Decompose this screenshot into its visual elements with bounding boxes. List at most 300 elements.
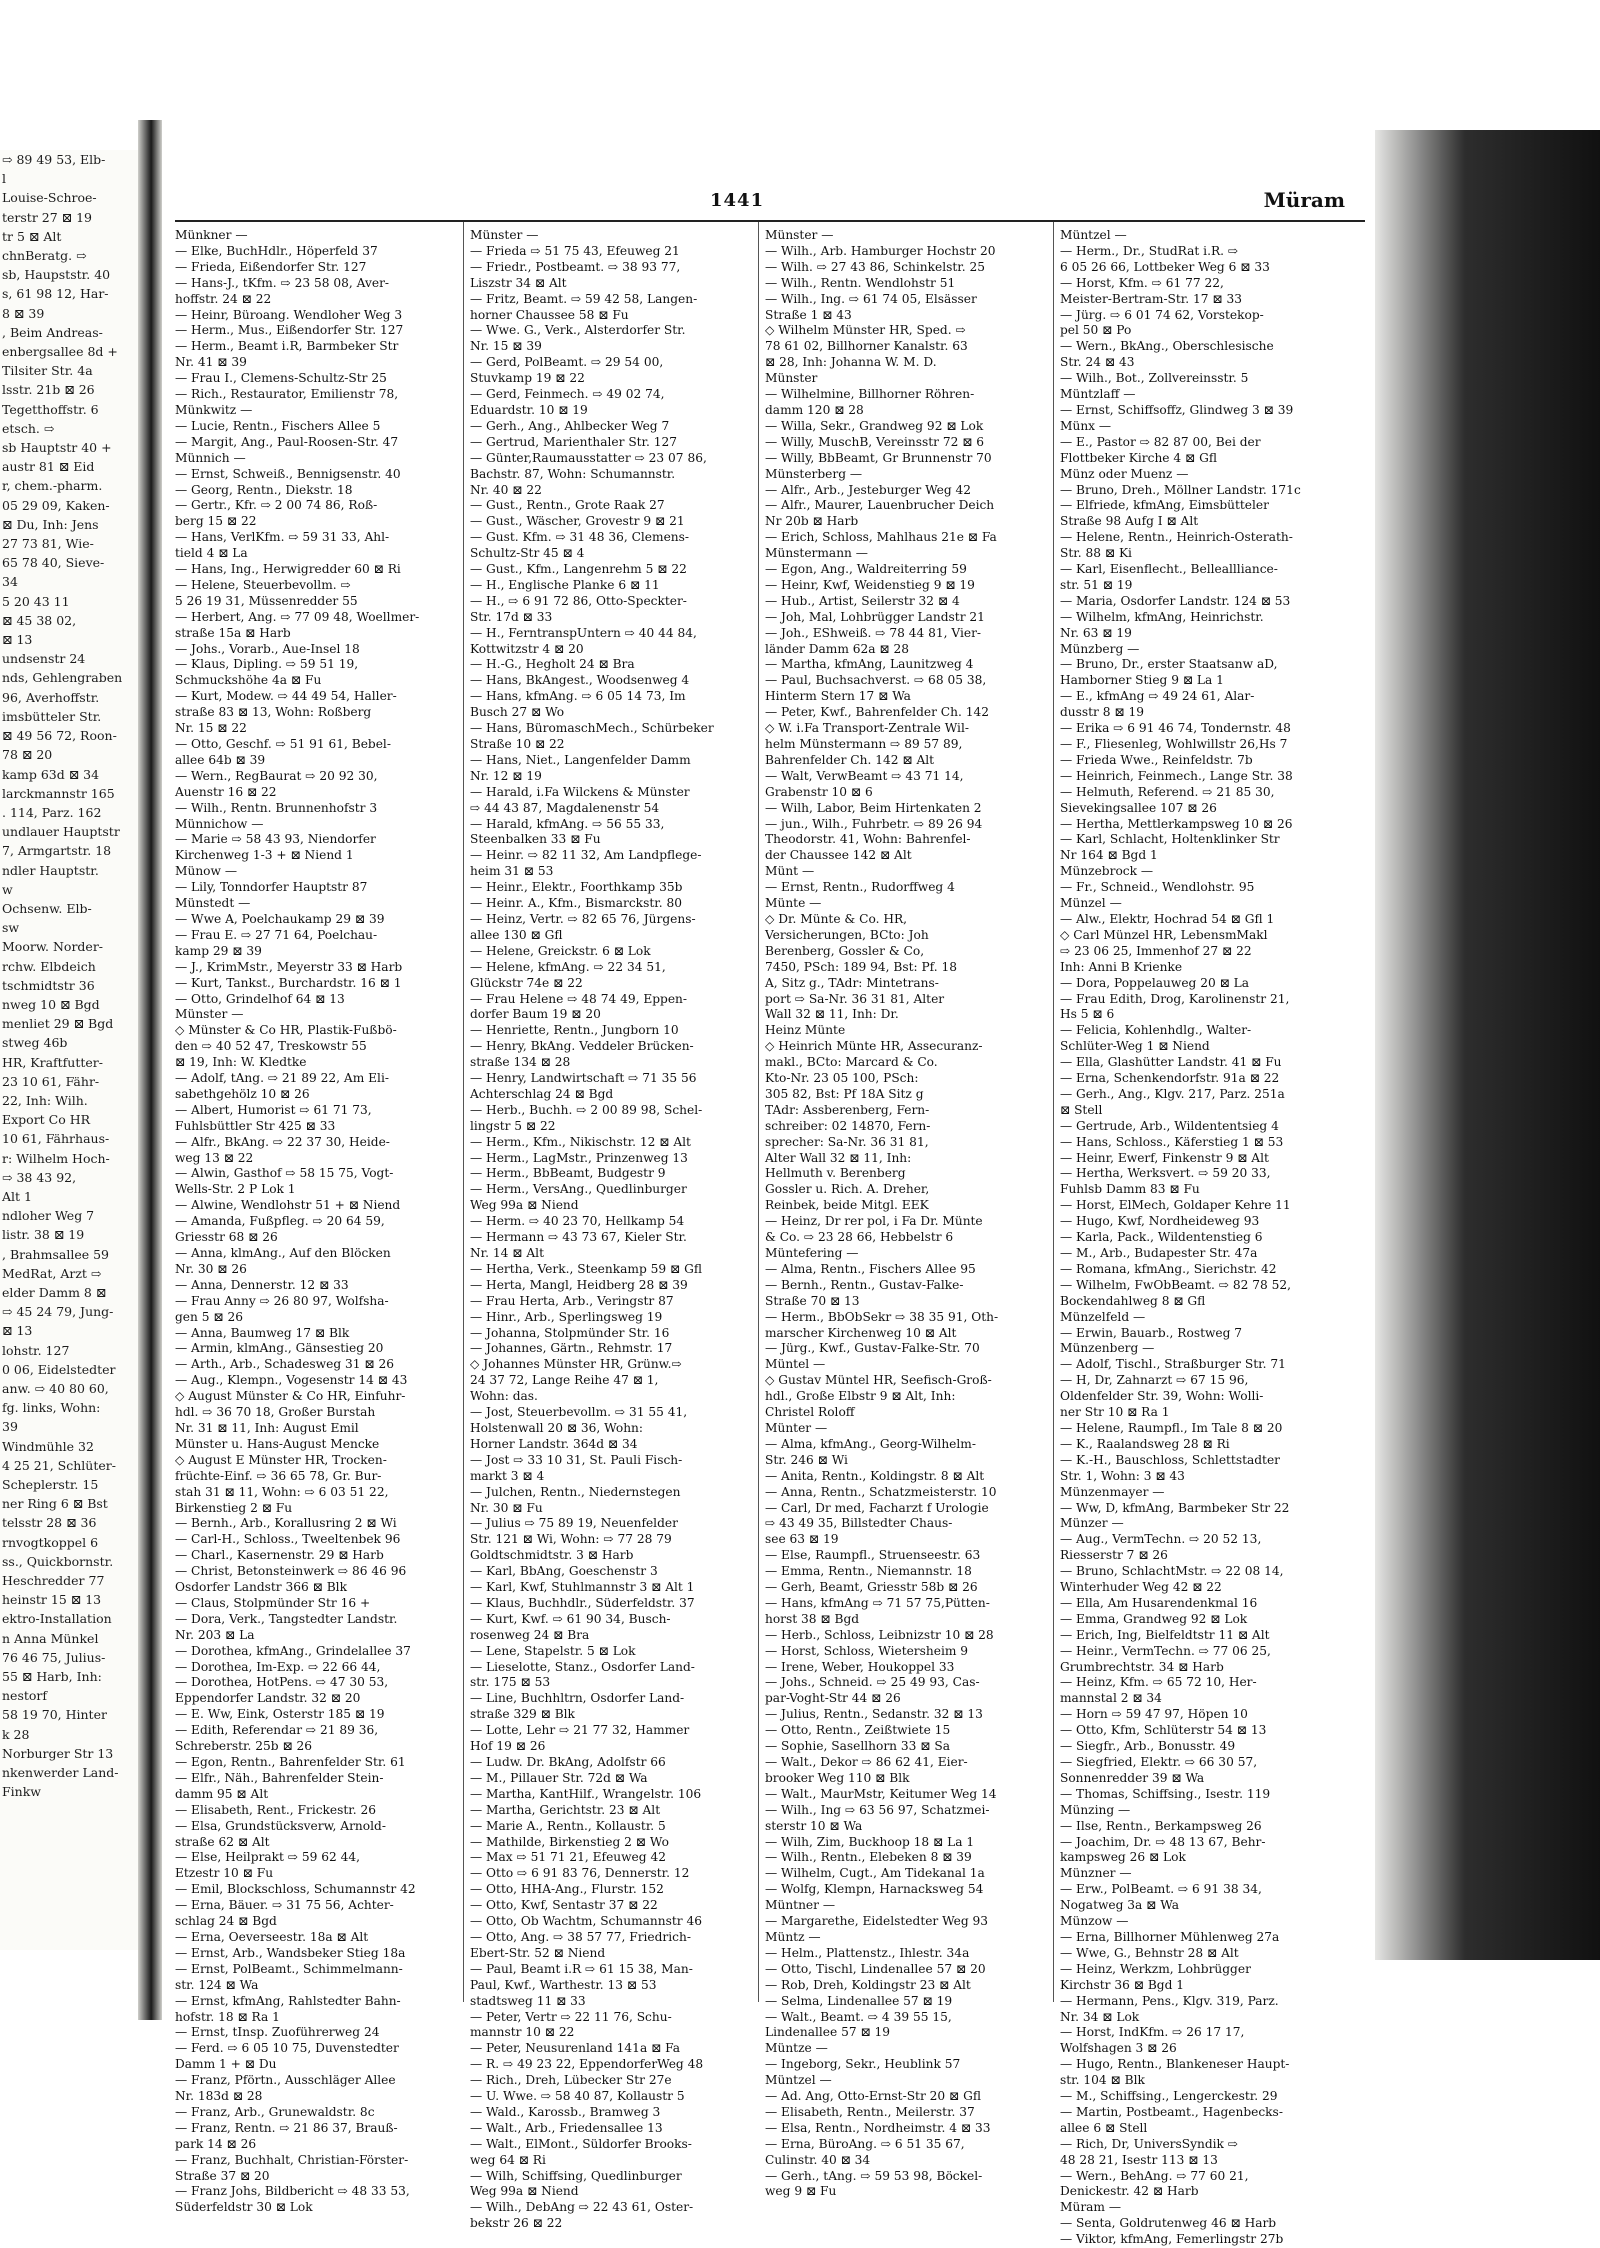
directory-entry-line: — H.-G., Hegholt 24 ⊠ Bra bbox=[470, 657, 635, 672]
directory-entry-line: Gossler u. Rich. A. Dreher, bbox=[765, 1182, 930, 1197]
directory-entry-line: — Wilh., Arb. Hamburger Hochstr 20 bbox=[765, 243, 996, 258]
left-page-line: , Brahmsallee 59 bbox=[2, 1246, 110, 1262]
directory-entry-line: par-Voght-Str 44 ⊠ 26 bbox=[765, 1691, 901, 1706]
directory-entry-line: Hamborner Stieg 9 ⊠ La 1 bbox=[1060, 673, 1224, 688]
directory-entry-line: — Herta, Mangl, Heidberg 28 ⊠ 39 bbox=[470, 1277, 688, 1292]
directory-entry-line: Münzow — bbox=[1060, 1914, 1129, 1929]
directory-entry-line: — Joachim, Dr. ⇨ 48 13 67, Behr- bbox=[1060, 1834, 1266, 1849]
directory-entry-line: Nr. 31 ⊠ 11, Inh: August Emil bbox=[175, 1420, 359, 1435]
directory-entry-line: — Max ⇨ 51 71 21, Efeuweg 42 bbox=[470, 1850, 666, 1865]
directory-entry-line: Wall 32 ⊠ 11, Inh: Dr. bbox=[765, 1007, 899, 1022]
directory-entry-line: sprecher: Sa-Nr. 36 31 81, bbox=[765, 1134, 929, 1149]
directory-entry-line: ◇ August E Münster HR, Trocken- bbox=[175, 1452, 387, 1467]
directory-entry-line: bekstr 26 ⊠ 22 bbox=[470, 2216, 563, 2231]
directory-entry-line: — Adolf, tAng. ⇨ 21 89 22, Am Eli- bbox=[175, 1071, 389, 1086]
directory-entry-line: Nogatweg 3a ⊠ Wa bbox=[1060, 1898, 1179, 1913]
directory-entry-line: — Heinr., Elektr., Foorthkamp 35b bbox=[470, 880, 683, 895]
directory-entry-line: — Wern., RegBaurat ⇨ 20 92 30, bbox=[175, 768, 378, 783]
directory-entry-line: Str. 121 ⊠ Wi, Wohn: ⇨ 77 28 79 bbox=[470, 1532, 672, 1547]
directory-entry-line: — Margarethe, Eidelstedter Weg 93 bbox=[765, 1914, 989, 1929]
directory-entry-line: Winterhuder Weg 42 ⊠ 22 bbox=[1060, 1580, 1222, 1595]
directory-entry-line: — Wald., Karossb., Bramweg 3 bbox=[470, 2104, 661, 2119]
directory-entry-line: Str. 246 ⊠ Wi bbox=[765, 1452, 848, 1467]
directory-entry-line: — Alfr., Arb., Jesteburger Weg 42 bbox=[765, 482, 972, 497]
directory-entry-line: — Franz, Pförtn., Ausschläger Allee bbox=[175, 2073, 396, 2088]
left-page-line: nds, Gehlengraben bbox=[2, 670, 123, 686]
directory-entry-line: — Elisabeth, Rent., Frickestr. 26 bbox=[175, 1802, 377, 1817]
directory-entry-line: — Fritz, Beamt. ⇨ 59 42 58, Langen- bbox=[470, 291, 698, 306]
directory-entry-line: — Henry, Landwirtschaft ⇨ 71 35 56 bbox=[470, 1071, 697, 1086]
directory-entry-line: Oldenfelder Str. 39, Wohn: Wolli- bbox=[1060, 1389, 1264, 1404]
directory-entry-line: länder Damm 62a ⊠ 28 bbox=[765, 641, 909, 656]
directory-entry-line: ⇨ 44 43 87, Magdalenenstr 54 bbox=[470, 800, 660, 815]
directory-entry-line: Straße 98 Aufg I ⊠ Alt bbox=[1060, 514, 1199, 529]
directory-entry-line: — Marie ⇨ 58 43 93, Niendorfer bbox=[175, 832, 376, 847]
directory-entry-line: — Wilhelmine, Billhorner Röhren- bbox=[765, 387, 975, 402]
directory-entry-line: — Klaus, Buchhdlr., Süderfeldstr. 37 bbox=[470, 1595, 695, 1610]
left-page-line: terstr 27 ⊠ 19 bbox=[2, 209, 93, 225]
left-page-line: 58 19 70, Hinter bbox=[2, 1707, 107, 1723]
directory-entry-line: — Erna, Billhorner Mühlenweg 27a bbox=[1060, 1929, 1280, 1944]
directory-entry-line: Reinbek, beide Mitgl. EEK bbox=[765, 1198, 929, 1213]
directory-entry-line: straße 62 ⊠ Alt bbox=[175, 1834, 270, 1849]
directory-entry-line: — Herm., Mus., Eißendorfer Str. 127 bbox=[175, 323, 404, 338]
directory-entry-line: — Jost ⇨ 33 10 31, St. Pauli Fisch- bbox=[470, 1452, 683, 1467]
directory-entry-line: — E. Ww, Eink, Osterstr 185 ⊠ 19 bbox=[175, 1707, 385, 1722]
directory-entry-line: — Herm., BbObSekr ⇨ 38 35 91, Oth- bbox=[765, 1309, 999, 1324]
directory-entry-line: — Martha, Gerichtstr. 23 ⊠ Alt bbox=[470, 1802, 661, 1817]
directory-entry-line: — Paul, Buchsachverst. ⇨ 68 05 38, bbox=[765, 673, 987, 688]
directory-entry-line: — Anna, Baumweg 17 ⊠ Blk bbox=[175, 1325, 350, 1340]
directory-entry-line: — Heinz, Werkzm, Lohbrügger bbox=[1060, 1961, 1251, 1976]
directory-entry-line: Heinz Münte bbox=[765, 1023, 846, 1038]
left-page-line: nweg 10 ⊠ Bgd bbox=[2, 996, 100, 1012]
directory-entry-line: Müntzel — bbox=[765, 2073, 832, 2088]
left-page-line: tschmidtstr 36 bbox=[2, 977, 95, 993]
left-page-line: ⊠ Du, Inh: Jens bbox=[2, 516, 99, 532]
directory-entry-line: — Gertrud, Marienthaler Str. 127 bbox=[470, 434, 678, 449]
directory-entry-line: Münnichow — bbox=[175, 816, 264, 831]
directory-entry-line: — Walt., Dekor ⇨ 86 62 41, Eier- bbox=[765, 1755, 968, 1769]
left-page-line: ndler Hauptstr. bbox=[2, 862, 99, 878]
directory-entry-line: Schreberstr. 25b ⊠ 26 bbox=[175, 1739, 313, 1754]
directory-entry-line: — Line, Buchhltrn, Osdorfer Land- bbox=[470, 1691, 685, 1706]
left-page-line: w bbox=[2, 881, 13, 897]
directory-entry-line: Münter — bbox=[765, 1420, 828, 1435]
directory-entry-line: Liszstr 34 ⊠ Alt bbox=[470, 275, 567, 290]
directory-entry-line: Bahrenfelder Ch. 142 ⊠ Alt bbox=[765, 752, 935, 767]
directory-column-1 bbox=[175, 228, 455, 2215]
directory-entry-line: — Karl, Schlacht, Holtenklinker Str bbox=[1060, 832, 1280, 847]
directory-entry-line: 6 05 26 66, Lottbeker Weg 6 ⊠ 33 bbox=[1060, 259, 1270, 274]
directory-entry-line: — Harald, i.Fa Wilckens & Münster bbox=[470, 784, 690, 799]
left-page-line: 7, Armgartstr. 18 bbox=[2, 843, 112, 859]
directory-entry-line: — Adolf, Tischl., Straßburger Str. 71 bbox=[1060, 1357, 1286, 1372]
directory-entry-line: Horner Landstr. 364d ⊠ 34 bbox=[470, 1436, 638, 1451]
directory-entry-line: — Lieselotte, Stanz., Osdorfer Land- bbox=[470, 1659, 695, 1674]
left-page-line: 34 bbox=[2, 574, 18, 590]
directory-entry-line: — Hans, kfmAng. ⇨ 6 05 14 73, Im bbox=[470, 689, 686, 704]
directory-entry-line: Münx — bbox=[1060, 418, 1112, 433]
directory-entry-line: — Gerh, Beamt, Griesstr 58b ⊠ 26 bbox=[765, 1580, 978, 1595]
running-head: Müram bbox=[1263, 188, 1345, 212]
left-page-line: 5 20 43 11 bbox=[2, 593, 70, 609]
directory-entry-line: heim 31 ⊠ 53 bbox=[470, 864, 554, 879]
directory-entry-line: Nr. 12 ⊠ 19 bbox=[470, 768, 542, 783]
directory-entry-line: — M., Schiffsing., Lengerckestr. 29 bbox=[1060, 2089, 1278, 2104]
directory-entry-line: hdl. ⇨ 36 70 18, Großer Burstah bbox=[175, 1405, 376, 1420]
directory-entry-line: see 63 ⊠ 19 bbox=[765, 1532, 839, 1547]
directory-entry-line: — Peter, Neusurenland 141a ⊠ Fa bbox=[470, 2041, 681, 2056]
directory-entry-line: — Wilh., Ing. ⇨ 61 74 05, Elsässer bbox=[765, 291, 977, 306]
directory-entry-line: — Frau Anny ⇨ 26 80 97, Wolfsha- bbox=[175, 1293, 389, 1308]
directory-entry-line: Nr 20b ⊠ Harb bbox=[765, 514, 859, 529]
directory-entry-line: — Friedr., Postbeamt. ⇨ 38 93 77, bbox=[470, 259, 681, 274]
directory-entry-line: — Ww, D, kfmAng, Barmbeker Str 22 bbox=[1060, 1500, 1290, 1515]
directory-entry-line: — Wilh, Zim, Buckhoop 18 ⊠ La 1 bbox=[765, 1834, 975, 1849]
left-page-line: Louise-Schroe- bbox=[2, 190, 97, 206]
directory-entry-line: Müntze — bbox=[765, 2041, 828, 2056]
directory-entry-line: — Hans, VerlKfm. ⇨ 59 31 33, Ahl- bbox=[175, 530, 390, 545]
directory-entry-line: markt 3 ⊠ 4 bbox=[470, 1468, 545, 1483]
left-page-line: . 114, Parz. 162 bbox=[2, 804, 102, 820]
directory-entry-line: — Else, Raumpfl., Struenseestr. 63 bbox=[765, 1548, 981, 1563]
directory-entry-line: — Hans, Ing., Herwigredder 60 ⊠ Ri bbox=[175, 562, 401, 577]
directory-entry-line: — Johannes, Gärtn., Rehmstr. 17 bbox=[470, 1341, 673, 1356]
directory-entry-line: lingstr 5 ⊠ 22 bbox=[470, 1118, 556, 1133]
directory-entry-line: — Ferd. ⇨ 6 05 10 75, Duvenstedter bbox=[175, 2041, 399, 2056]
directory-entry-line: park 14 ⊠ 26 bbox=[175, 2136, 257, 2151]
directory-entry-line: — Anna, Dennerstr. 12 ⊠ 33 bbox=[175, 1277, 349, 1292]
directory-entry-line: sabethgehölz 10 ⊠ 26 bbox=[175, 1086, 310, 1101]
directory-entry-line: — Walt., ElMont., Süldorfer Brooks- bbox=[470, 2136, 692, 2151]
directory-entry-line: — Wwe, G., Behnstr 28 ⊠ Alt bbox=[1060, 1945, 1239, 1960]
directory-entry-line: — Herm., Beamt i.R, Barmbeker Str bbox=[175, 339, 399, 354]
directory-entry-line: — Helm., Plattenstz., Ihlestr. 34a bbox=[765, 1945, 970, 1960]
directory-entry-line: ◇ Dr. Münte & Co. HR, bbox=[765, 911, 908, 926]
directory-entry-line: — Joh, Mal, Lohbrügger Landstr 21 bbox=[765, 609, 985, 624]
left-page-line: 65 78 40, Sieve- bbox=[2, 555, 105, 571]
left-page-line: 0 06, Eidelstedter bbox=[2, 1361, 116, 1377]
directory-entry-line: — Ludw. Dr. BkAng, Adolfstr 66 bbox=[470, 1755, 666, 1769]
directory-entry-line: Münzner — bbox=[1060, 1866, 1132, 1881]
directory-entry-line: sterstr 10 ⊠ Wa bbox=[765, 1818, 863, 1833]
directory-entry-line: Straße 10 ⊠ 22 bbox=[470, 737, 565, 751]
directory-entry-line: Hinterm Stern 17 ⊠ Wa bbox=[765, 689, 911, 704]
directory-entry-line: — Bernh., Rentn., Gustav-Falke- bbox=[765, 1277, 964, 1292]
directory-entry-line: — Ingeborg, Sekr., Heublink 57 bbox=[765, 2057, 961, 2072]
directory-entry-line: — Heinr, Ewerf, Finkenstr 9 ⊠ Alt bbox=[1060, 1150, 1269, 1165]
directory-entry-line: — Bernh., Arb., Korallusring 2 ⊠ Wi bbox=[175, 1516, 397, 1531]
directory-entry-line: Schlüter-Weg 1 ⊠ Niend bbox=[1060, 1039, 1210, 1054]
directory-entry-line: Münster — bbox=[470, 228, 539, 242]
directory-entry-line: Busch 27 ⊠ Wo bbox=[470, 705, 565, 720]
directory-entry-line: Nr. 63 ⊠ 19 bbox=[1060, 625, 1132, 640]
left-page-line: stweg 46b bbox=[2, 1035, 68, 1051]
directory-entry-line: — Erich, Ing, Bielfeldtstr 11 ⊠ Alt bbox=[1060, 1627, 1270, 1642]
directory-entry-line: Kottwitzstr 4 ⊠ 20 bbox=[470, 641, 584, 656]
left-page-line: ndloher Weg 7 bbox=[2, 1208, 95, 1224]
directory-entry-line: tield 4 ⊠ La bbox=[175, 546, 248, 561]
directory-entry-line: — Wilh., Bot., Zollvereinsstr. 5 bbox=[1060, 371, 1249, 386]
directory-entry-line: — Helene, kfmAng. ⇨ 22 34 51, bbox=[470, 959, 666, 974]
directory-entry-line: Wohn: das. bbox=[470, 1389, 538, 1404]
directory-entry-line: — jun., Wilh., Fuhrbetr. ⇨ 89 26 94 bbox=[765, 816, 983, 831]
directory-entry-line: Meister-Bertram-Str. 17 ⊠ 33 bbox=[1060, 291, 1243, 306]
directory-entry-line: weg 13 ⊠ 22 bbox=[175, 1150, 254, 1165]
directory-entry-line: — Otto, Tischl, Lindenallee 57 ⊠ 20 bbox=[765, 1961, 986, 1976]
directory-entry-line: — Klaus, Dipling. ⇨ 59 51 19, bbox=[175, 657, 359, 672]
directory-entry-line: — Julchen, Rentn., Niedernstegen bbox=[470, 1484, 681, 1499]
directory-entry-line: Riesserstr 7 ⊠ 26 bbox=[1060, 1548, 1168, 1563]
directory-column-4 bbox=[1060, 228, 1360, 2247]
left-page-line: 05 29 09, Kaken- bbox=[2, 497, 110, 513]
directory-entry-line: — Ernst, Arb., Wandsbeker Stieg 18a bbox=[175, 1945, 406, 1960]
directory-entry-line: Münzenberg — bbox=[1060, 1341, 1155, 1356]
directory-entry-line: — Frau Helene ⇨ 48 74 49, Eppen- bbox=[470, 991, 688, 1006]
directory-entry-line: — Paul, Beamt i.R ⇨ 61 15 38, Man- bbox=[470, 1961, 693, 1976]
left-page-line: ⊠ 13 bbox=[2, 1323, 33, 1339]
directory-column-3 bbox=[765, 228, 1045, 2199]
left-page-line: 23 10 61, Fähr- bbox=[2, 1073, 100, 1089]
left-page-line: undlauer Hauptstr bbox=[2, 824, 120, 840]
left-page-line: menliet 29 ⊠ Bgd bbox=[2, 1016, 114, 1032]
directory-entry-line: port ⇨ Sa-Nr. 36 31 81, Alter bbox=[765, 991, 945, 1006]
directory-entry-line: — H., Englische Planke 6 ⊠ 11 bbox=[470, 577, 660, 592]
directory-entry-line: Str. 1, Wohn: 3 ⊠ 43 bbox=[1060, 1468, 1185, 1483]
left-page-line: ner Ring 6 ⊠ Bst bbox=[2, 1496, 108, 1512]
left-page-line: 27 73 81, Wie- bbox=[2, 536, 94, 552]
directory-entry-line: — Carl, Dr med, Facharzt f Urologie bbox=[765, 1500, 989, 1515]
directory-entry-line: — Rich., Dreh, Lübecker Str 27e bbox=[470, 2073, 672, 2088]
directory-entry-line: schlag 24 ⊠ Bgd bbox=[175, 1914, 277, 1929]
directory-entry-line: Achterschlag 24 ⊠ Bgd bbox=[470, 1086, 614, 1101]
directory-entry-line: — Elisabeth, Rentn., Meilerstr. 37 bbox=[765, 2104, 975, 2119]
directory-entry-line: weg 64 ⊠ Ri bbox=[470, 2152, 546, 2167]
directory-entry-line: Berenberg, Gossler & Co, bbox=[765, 943, 925, 958]
directory-entry-line: Münzberg — bbox=[1060, 641, 1140, 656]
directory-entry-line: Kto-Nr. 23 05 100, PSch: bbox=[765, 1071, 919, 1086]
directory-entry-line: — Heinr., VermTechn. ⇨ 77 06 25, bbox=[1060, 1643, 1271, 1658]
directory-entry-line: Wells-Str. 2 P Lok 1 bbox=[175, 1182, 296, 1197]
left-page-line: 8 ⊠ 39 bbox=[2, 305, 45, 321]
directory-entry-line: — Erna, Schenkendorfstr. 91a ⊠ 22 bbox=[1060, 1071, 1280, 1086]
directory-entry-line: ⇨ 43 49 35, Billstedter Chaus- bbox=[765, 1516, 953, 1531]
directory-entry-line: — Peter, Kwf., Bahrenfelder Ch. 142 bbox=[765, 705, 989, 720]
directory-entry-line: — Erich, Schloss, Mahlhaus 21e ⊠ Fa bbox=[765, 530, 997, 545]
directory-entry-line: — Heinr, Kwf, Weidenstieg 9 ⊠ 19 bbox=[765, 577, 975, 592]
directory-entry-line: rosenweg 24 ⊠ Bra bbox=[470, 1627, 590, 1642]
directory-entry-line: — Ernst, Rentn., Rudorffweg 4 bbox=[765, 880, 955, 895]
left-page-line: l bbox=[2, 171, 6, 187]
directory-entry-line: 5 26 19 31, Müssenredder 55 bbox=[175, 593, 358, 608]
directory-entry-line: — Karl, BbAng, Goeschenstr 3 bbox=[470, 1564, 658, 1579]
directory-entry-line: Etzestr 10 ⊠ Fu bbox=[175, 1866, 274, 1881]
directory-entry-line: mannstal 2 ⊠ 34 bbox=[1060, 1691, 1162, 1706]
directory-entry-line: — Willa, Sekr., Grandweg 92 ⊠ Lok bbox=[765, 418, 984, 433]
directory-entry-line: hoffstr. 24 ⊠ 22 bbox=[175, 291, 272, 306]
directory-entry-line: — Siegfr., Arb., Bonusstr. 49 bbox=[1060, 1739, 1236, 1754]
directory-entry-line: Fuhlsb Damm 83 ⊠ Fu bbox=[1060, 1182, 1200, 1197]
directory-entry-line: — Otto, HHA-Ang., Flurstr. 152 bbox=[470, 1882, 664, 1897]
directory-entry-line: — Herm., LagMstr., Prinzenweg 13 bbox=[470, 1150, 688, 1165]
directory-entry-line: — Romana, kfmAng., Sierichstr. 42 bbox=[1060, 1261, 1277, 1276]
left-page-line: MedRat, Arzt ⇨ bbox=[2, 1265, 102, 1281]
directory-entry-line: — Karl, Kwf, Stuhlmannstr 3 ⊠ Alt 1 bbox=[470, 1580, 695, 1595]
directory-entry-line: — Wilh, Schiffsing, Quedlinburger bbox=[470, 2168, 682, 2183]
left-page-line: Alt 1 bbox=[2, 1188, 32, 1204]
directory-entry-line: str. 51 ⊠ 19 bbox=[1060, 577, 1133, 592]
directory-entry-line: Bachstr. 87, Wohn: Schumannstr. bbox=[470, 466, 676, 481]
directory-entry-line: ◇ Johannes Münster HR, Grünw.⇨ bbox=[470, 1357, 682, 1372]
directory-entry-line: Flottbeker Kirche 4 ⊠ Gfl bbox=[1060, 450, 1217, 465]
directory-entry-line: — Wilhelm, FwObBeamt. ⇨ 82 78 52, bbox=[1060, 1277, 1291, 1292]
directory-entry-line: — Hans-J., tKfm. ⇨ 23 58 08, Aver- bbox=[175, 275, 390, 290]
left-page-line: 55 ⊠ Harb, Inh: bbox=[2, 1669, 102, 1685]
directory-entry-line: — Georg, Rentn., Diekstr. 18 bbox=[175, 482, 353, 497]
directory-column-2 bbox=[470, 228, 750, 2231]
left-page-line: etsch. ⇨ bbox=[2, 420, 55, 436]
left-page-line: ⊠ 13 bbox=[2, 632, 33, 648]
directory-entry-line: — Walt, VerwBeamt ⇨ 43 71 14, bbox=[765, 768, 964, 783]
directory-entry-line: — Horst, Schloss, Wietersheim 9 bbox=[765, 1643, 969, 1658]
directory-entry-line: Sonnenredder 39 ⊠ Wa bbox=[1060, 1770, 1205, 1785]
left-page-line: nestorf bbox=[2, 1688, 48, 1704]
directory-entry-line: — Lily, Tonndorfer Hauptstr 87 bbox=[175, 880, 368, 895]
directory-entry-line: — E., Pastor ⇨ 82 87 00, Bei der bbox=[1060, 434, 1261, 449]
directory-entry-line: — Otto, Ang. ⇨ 38 57 77, Friedrich- bbox=[470, 1929, 691, 1944]
left-page-line: elder Damm 8 ⊠ bbox=[2, 1284, 107, 1300]
directory-entry-line: Straße 70 ⊠ 13 bbox=[765, 1293, 860, 1308]
directory-entry-line: — Herm., BbBeamt, Budgestr 9 bbox=[470, 1166, 666, 1181]
directory-entry-line: Eduardstr. 10 ⊠ 19 bbox=[470, 402, 588, 417]
directory-entry-line: — Gertrude, Arb., Wildententsieg 4 bbox=[1060, 1118, 1279, 1133]
left-page-line: rchw. Elbdeich bbox=[2, 958, 96, 974]
directory-entry-line: A, Sitz g., TAdr: Mintetrans- bbox=[765, 975, 939, 990]
directory-entry-line: — Karl, Eisenflecht., Belleallliance- bbox=[1060, 562, 1278, 577]
left-page-line: ⊠ 49 56 72, Roon- bbox=[2, 728, 117, 744]
directory-entry-line: — Hans, BkAngest., Woodsenweg 4 bbox=[470, 673, 690, 688]
directory-entry-line: — Hermann, Pens., Klgv. 319, Parz. bbox=[1060, 1993, 1279, 2008]
directory-entry-line: — Gerh., Ang., Klgv. 217, Parz. 251a bbox=[1060, 1086, 1285, 1101]
directory-entry-line: — Hugo, Rentn., Blankeneser Haupt- bbox=[1060, 2057, 1290, 2072]
left-page-line: sw bbox=[2, 920, 20, 936]
directory-entry-line: Münster — bbox=[765, 228, 834, 242]
directory-entry-line: mannstr 10 ⊠ 22 bbox=[470, 2025, 575, 2040]
left-page-line: 10 61, Fährhaus- bbox=[2, 1131, 110, 1147]
directory-entry-line: — Karla, Pack., Wildentenstieg 6 bbox=[1060, 1230, 1263, 1245]
directory-entry-line: Nr. 34 ⊠ Lok bbox=[1060, 2009, 1140, 2024]
left-page-line: n Anna Münkel bbox=[2, 1630, 99, 1646]
directory-entry-line: — Kurt, Tankst., Burchardstr. 16 ⊠ 1 bbox=[175, 975, 402, 990]
directory-entry-line: — F., Fliesenleg, Wohlwillstr 26,Hs 7 bbox=[1060, 737, 1288, 751]
directory-entry-line: str. 175 ⊠ 53 bbox=[470, 1675, 551, 1690]
directory-entry-line: Müntz — bbox=[765, 1929, 821, 1944]
left-page-line: austr 81 ⊠ Eid bbox=[2, 459, 95, 475]
directory-entry-line: — Wilh. ⇨ 27 43 86, Schinkelstr. 25 bbox=[765, 259, 986, 274]
directory-entry-line: — Selma, Lindenallee 57 ⊠ 19 bbox=[765, 1993, 953, 2008]
left-page-line: 22, Inh: Wilh. bbox=[2, 1092, 88, 1108]
directory-entry-line: ◇ Heinrich Münte HR, Assecuranz- bbox=[765, 1039, 983, 1054]
directory-entry-line: — Elke, BuchHdlr., Höperfeld 37 bbox=[175, 243, 378, 258]
directory-entry-line: Auenstr 16 ⊠ 22 bbox=[175, 784, 277, 799]
left-page-line: kamp 63d ⊠ 34 bbox=[2, 766, 100, 782]
directory-entry-line: Alter Wall 32 ⊠ 11, Inh: bbox=[765, 1150, 912, 1165]
directory-entry-line: Münster bbox=[765, 371, 818, 386]
directory-entry-line: Münow — bbox=[175, 864, 238, 879]
directory-entry-line: — Otto, Kfm, Schlüterstr 54 ⊠ 13 bbox=[1060, 1723, 1267, 1738]
directory-entry-line: — Ernst, Schiffsoffz, Glindweg 3 ⊠ 39 bbox=[1060, 402, 1294, 417]
left-page-line: undsenstr 24 bbox=[2, 651, 86, 667]
directory-entry-line: Münz oder Muenz — bbox=[1060, 466, 1189, 481]
directory-entry-line: Stuvkamp 19 ⊠ 22 bbox=[470, 371, 585, 386]
left-page-line: Scheplerstr. 15 bbox=[2, 1477, 99, 1493]
directory-entry-line: Münte — bbox=[765, 896, 822, 911]
directory-entry-line: — Marie A., Rentn., Kollaustr. 5 bbox=[470, 1818, 666, 1833]
directory-entry-line: ⊠ 19, Inh: W. Kledtke bbox=[175, 1055, 307, 1070]
directory-entry-line: Müntzel — bbox=[1060, 228, 1127, 242]
directory-entry-line: Münkwitz — bbox=[175, 402, 253, 417]
directory-entry-line: — H, Dr, Zahnarzt ⇨ 67 15 96, bbox=[1060, 1373, 1249, 1388]
directory-entry-line: — H., ⇨ 6 91 72 86, Otto-Speckter- bbox=[470, 593, 687, 608]
directory-entry-line: brooker Weg 110 ⊠ Blk bbox=[765, 1770, 910, 1785]
directory-entry-line: — Frau E. ⇨ 27 71 64, Poelchau- bbox=[175, 927, 378, 942]
directory-entry-line: — Johs., Schneid. ⇨ 25 49 93, Cas- bbox=[765, 1675, 980, 1690]
directory-entry-line: Wolfshagen 3 ⊠ 26 bbox=[1060, 2041, 1177, 2056]
directory-entry-line: — Martha, kfmAng, Launitzweg 4 bbox=[765, 657, 974, 672]
left-page-line: chnBeratg. ⇨ bbox=[2, 248, 87, 264]
directory-entry-line: str. 124 ⊠ Wa bbox=[175, 1977, 259, 1992]
directory-entry-line: — Helene, Steuerbevollm. ⇨ bbox=[175, 577, 351, 592]
directory-entry-line: — Willy, BbBeamt, Gr Brunnenstr 70 bbox=[765, 450, 992, 465]
directory-entry-line: — Otto, Rentn., Zeißtwiete 15 bbox=[765, 1723, 951, 1738]
directory-entry-line: — Dora, Verk., Tangstedter Landstr. bbox=[175, 1611, 398, 1626]
directory-entry-line: — Wilh., Rentn. Wendlohstr 51 bbox=[765, 275, 956, 290]
directory-entry-line: — Hertha, Werksvert. ⇨ 59 20 33, bbox=[1060, 1166, 1271, 1181]
directory-entry-line: Steenbalken 33 ⊠ Fu bbox=[470, 832, 601, 847]
directory-entry-line: Holstenwall 20 ⊠ 36, Wohn: bbox=[470, 1420, 644, 1435]
directory-entry-line: — Ella, Am Husarendenkmal 16 bbox=[1060, 1595, 1258, 1610]
directory-entry-line: Nr. 15 ⊠ 22 bbox=[175, 721, 247, 736]
directory-entry-line: kamp 29 ⊠ 39 bbox=[175, 943, 262, 958]
left-page-line: Norburger Str 13 bbox=[2, 1745, 114, 1761]
directory-entry-line: — Herm., VersAng., Quedlinburger bbox=[470, 1182, 687, 1197]
directory-entry-line: ◇ Münster & Co HR, Plastik-Fußbö- bbox=[175, 1023, 397, 1038]
directory-entry-line: — Siegfried, Elektr. ⇨ 66 30 57, bbox=[1060, 1755, 1258, 1769]
left-page-line: ektro-Installation bbox=[2, 1611, 112, 1627]
directory-entry-line: — Herbert, Ang. ⇨ 77 09 48, Woellmer- bbox=[175, 609, 420, 624]
directory-entry-line: — Heinr. A., Kfm., Bismarckstr. 80 bbox=[470, 896, 682, 911]
directory-entry-line: Müntner — bbox=[765, 1898, 836, 1913]
directory-entry-line: — Willy, MuschB, Vereinsstr 72 ⊠ 6 bbox=[765, 434, 985, 449]
directory-entry-line: — Dora, Poppelauweg 20 ⊠ La bbox=[1060, 975, 1250, 990]
directory-entry-line: — Julius ⇨ 75 89 19, Neuenfelder bbox=[470, 1516, 678, 1531]
directory-entry-line: — Herm., Kfm., Nikischstr. 12 ⊠ Alt bbox=[470, 1134, 691, 1149]
left-page-line: k 28 bbox=[2, 1726, 30, 1742]
directory-entry-line: — Ella, Glashütter Landstr. 41 ⊠ Fu bbox=[1060, 1055, 1282, 1070]
left-page-line: lohstr. 127 bbox=[2, 1342, 70, 1358]
directory-entry-line: — Sophie, Sasellhorn 33 ⊠ Sa bbox=[765, 1739, 950, 1754]
directory-entry-line: — Charl., Kasernenstr. 29 ⊠ Harb bbox=[175, 1548, 384, 1563]
left-page-line: Windmühle 32 bbox=[2, 1438, 94, 1454]
directory-entry-line: — Wilh., Ing ⇨ 63 56 97, Schatzmei- bbox=[765, 1802, 990, 1817]
directory-entry-line: 48 28 21, Isestr 113 ⊠ 13 bbox=[1060, 2152, 1218, 2167]
directory-entry-line: Münkner — bbox=[175, 228, 248, 242]
directory-entry-line: Münsterberg — bbox=[765, 466, 863, 481]
directory-entry-line: ⊠ Stell bbox=[1060, 1102, 1103, 1117]
left-page-line: sb Hauptstr 40 + bbox=[2, 440, 112, 456]
directory-entry-line: — Frau Edith, Drog, Karolinenstr 21, bbox=[1060, 991, 1290, 1006]
